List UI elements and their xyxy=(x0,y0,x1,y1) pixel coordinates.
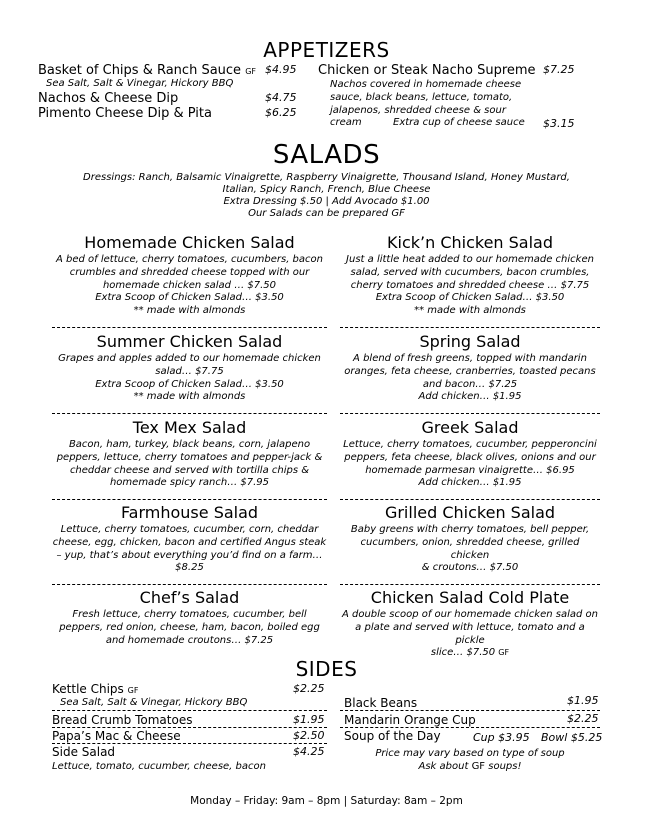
salad-farmhouse: Farmhouse Salad Lettuce, cherry tomatoes, cucumber, corn, cheddar cheese, egg, chicken, bacon and certified Angus steak – yup, that’s about everything you’d find on a farm… $8.25 xyxy=(52,503,327,574)
side-bread-crumb-tomatoes: Bread Crumb Tomatoes xyxy=(52,713,193,727)
hours: Monday – Friday: 9am – 8pm | Saturday: 8am – 2pm xyxy=(190,795,463,807)
side-salad: Side Salad xyxy=(52,745,116,759)
salad-summer-chicken: Summer Chicken Salad Grapes and apples added to our homemade chicken salad… $7.75 Extra Scoop of Chicken Salad… $3.50 ** made with almonds xyxy=(58,332,321,403)
divider xyxy=(340,499,600,500)
side-mac-cheese-price: $2.50 xyxy=(293,729,325,742)
salad-spring: Spring Salad A blend of fresh greens, topped with mandarin oranges, feta cheese, cranberries, toasted pecans and bacon… $7.25 Add chicken… $1.95 xyxy=(344,332,596,403)
salads-title: SALADS xyxy=(272,140,381,170)
divider xyxy=(52,413,327,414)
sides-title: SIDES xyxy=(295,657,358,681)
appetizer-nacho-supreme-desc: Nachos covered in homemade cheese sauce, black beans, lettuce, tomato, jalapenos, shredded cheese & sour xyxy=(330,79,522,116)
side-mac-cheese: Papa’s Mac & Cheese xyxy=(52,729,181,743)
salad-dressings: Dressings: Ranch, Balsamic Vinaigrette, Raspberry Vinaigrette, Thousand Island, Honey Mustard, Italian, Spicy Ranch, French, Blue Cheese Extra Dressing $.50 | Add Avocado $1.00 Our Salads can be prepared GF xyxy=(83,172,570,219)
appetizer-pimento: Pimento Cheese Dip & Pita xyxy=(38,106,212,121)
salad-homemade-chicken: Homemade Chicken Salad A bed of lettuce, cherry tomatoes, cucumbers, bacon crumbles and shredded cheese topped with our homemade chicken salad … $7.50 Extra Scoop of Chicken Salad… $3.50 ** made with almonds xyxy=(56,233,323,317)
appetizers-title: APPETIZERS xyxy=(263,38,390,62)
side-salad-price: $4.25 xyxy=(293,745,325,758)
side-soup-cup-price: Cup $3.95 xyxy=(473,731,530,744)
salad-chefs: Chef’s Salad Fresh lettuce, cherry tomatoes, cucumber, bell peppers, red onion, cheese, ham, bacon, boiled egg and homemade croutons… $7.25 xyxy=(59,588,320,646)
side-mandarin-orange-price: $2.25 xyxy=(567,712,599,725)
soup-notes: Price may vary based on type of soup Ask about GF soups! xyxy=(375,748,565,772)
side-black-beans-price: $1.95 xyxy=(567,694,599,707)
side-kettle-chips-flavors: Sea Salt, Salt & Vinegar, Hickory BBQ xyxy=(60,697,248,708)
salad-grilled-chicken: Grilled Chicken Salad Baby greens with cherry tomatoes, bell pepper, cucumbers, onion, shredded cheese, grilled chicken & croutons… $7.50 xyxy=(350,503,590,574)
side-mandarin-orange: Mandarin Orange Cup xyxy=(344,713,476,727)
side-salad-desc: Lettuce, tomato, cucumber, cheese, bacon xyxy=(52,761,266,772)
salad-cold-plate: Chicken Salad Cold Plate A double scoop of our homemade chicken salad on a plate and served with lettuce, tomato and a pickle slice… $7.50 GF xyxy=(341,588,598,659)
salad-kickn-chicken: Kick’n Chicken Salad Just a little heat added to our homemade chicken salad, served with cucumbers, bacon crumbles, cherry tomatoes and shredded cheese … $7.75 Extra Scoop of Chicken Salad… $3.50 ** made with almonds xyxy=(346,233,594,317)
side-kettle-chips-price: $2.25 xyxy=(293,682,325,695)
side-soup: Soup of the Day xyxy=(344,729,441,743)
divider xyxy=(340,584,600,585)
divider xyxy=(52,710,327,711)
appetizer-chips: Basket of Chips & Ranch Sauce GF xyxy=(38,63,256,78)
appetizer-chips-price: $4.95 xyxy=(265,63,297,76)
appetizer-extra-cheese-price: $3.15 xyxy=(543,117,575,130)
divider xyxy=(52,499,327,500)
divider xyxy=(340,413,600,414)
side-kettle-chips: Kettle Chips GF xyxy=(52,682,139,696)
divider xyxy=(340,710,600,711)
appetizer-nachos-price: $4.75 xyxy=(265,91,297,104)
appetizer-nachos: Nachos & Cheese Dip xyxy=(38,91,179,106)
divider xyxy=(340,727,600,728)
divider xyxy=(52,727,327,728)
divider xyxy=(340,327,600,328)
salad-tex-mex: Tex Mex Salad Bacon, ham, turkey, black beans, corn, jalapeno peppers, lettuce, cherry tomatoes and pepper-jack & cheddar cheese and served with tortilla chips & homemade spicy ranch… $7.95 xyxy=(56,418,323,489)
side-bread-crumb-tomatoes-price: $1.95 xyxy=(293,713,325,726)
divider xyxy=(52,743,327,744)
divider xyxy=(52,327,327,328)
side-soup-bowl-price: Bowl $5.25 xyxy=(541,731,603,744)
side-black-beans: Black Beans xyxy=(344,696,418,710)
salad-greek: Greek Salad Lettuce, cherry tomatoes, cucumber, pepperoncini peppers, feta cheese, black olives, onions and our homemade parmesan vinaigrette… $6.95 Add chicken… $1.95 xyxy=(343,418,597,489)
appetizer-nacho-supreme: Chicken or Steak Nacho Supreme xyxy=(318,63,536,78)
appetizer-extra-cheese: Extra cup of cheese sauce xyxy=(393,117,525,128)
appetizer-nacho-supreme-desc-end: cream xyxy=(330,117,362,128)
appetizer-nacho-supreme-price: $7.25 xyxy=(543,63,575,76)
appetizer-chips-flavors: Sea Salt, Salt & Vinegar, Hickory BBQ xyxy=(46,78,234,89)
divider xyxy=(52,584,327,585)
appetizer-pimento-price: $6.25 xyxy=(265,106,297,119)
